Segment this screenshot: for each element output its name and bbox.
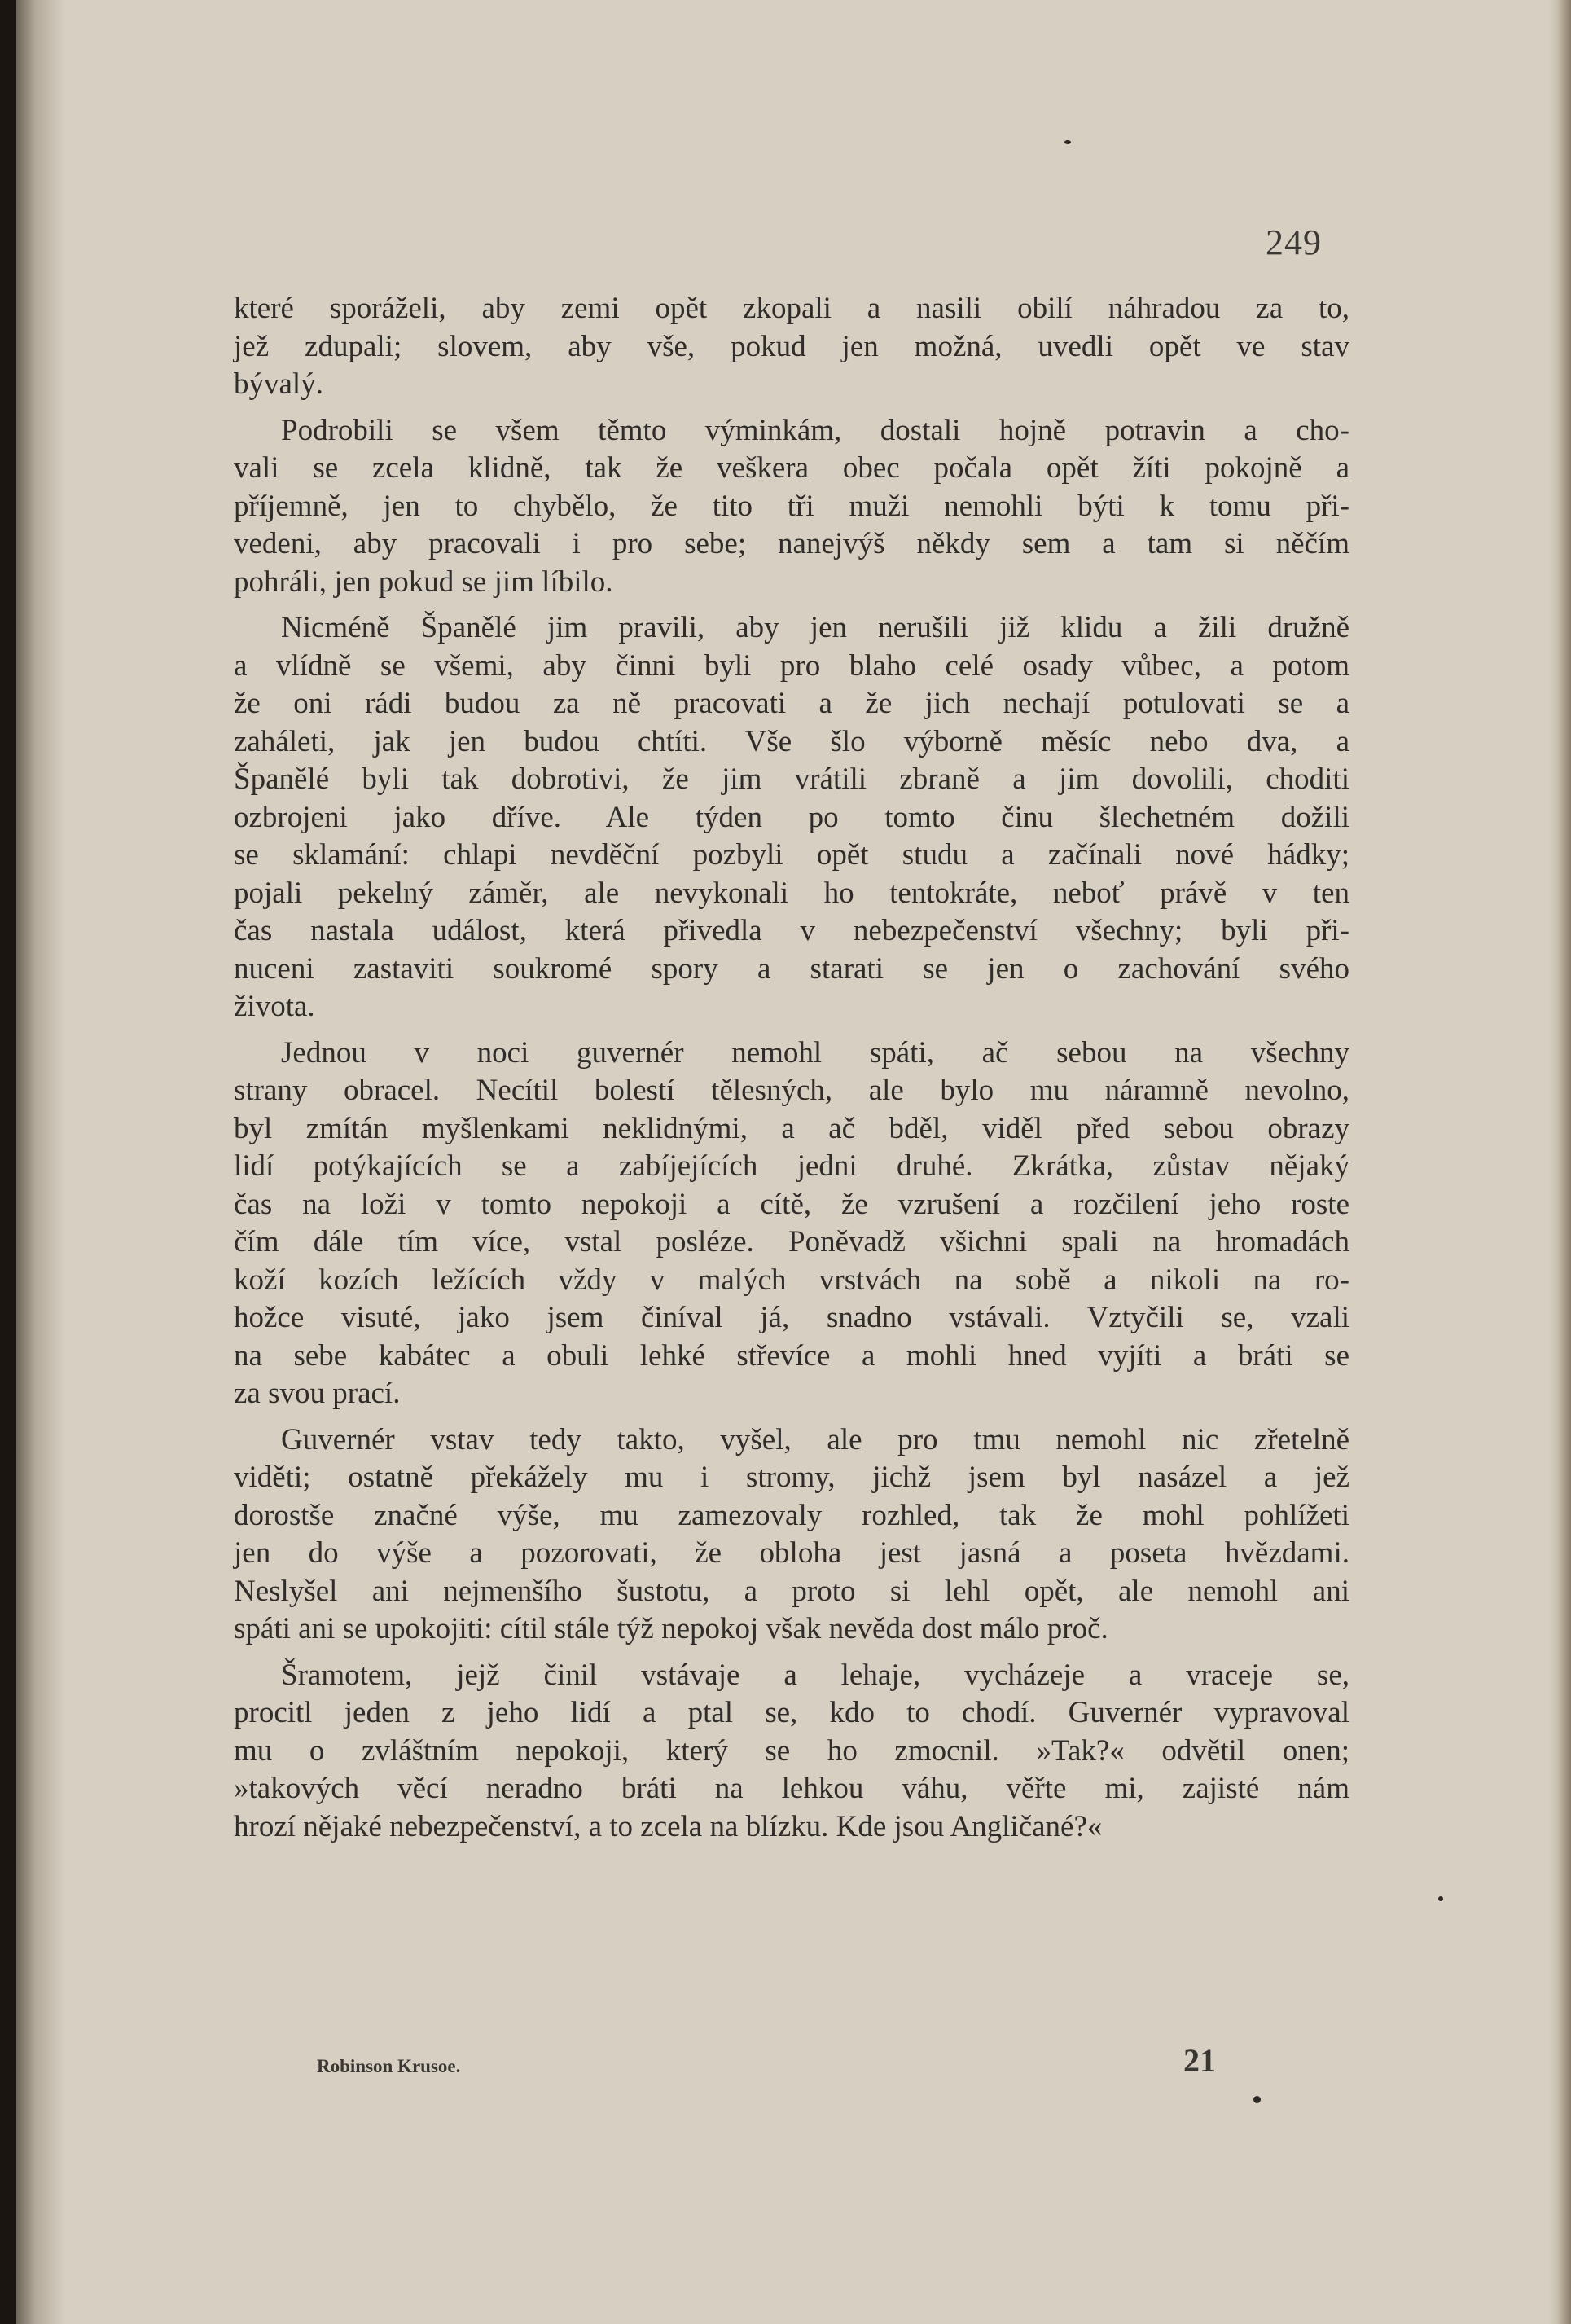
ink-speck xyxy=(1253,2096,1261,2103)
text-line: spáti ani se upokojiti: cítil stále týž nepokoj však nevěda dost málo proč. xyxy=(234,1612,1108,1645)
body-text xyxy=(234,290,1349,1846)
text-line: Šramotem, jejž činil vstávaje a lehaje, vycházeje a vraceje se, xyxy=(281,1658,1349,1692)
paragraph xyxy=(234,290,1349,404)
ink-speck xyxy=(1064,140,1071,144)
text-line: procitl jeden z jeho lidí a ptal se, kdo to chodí. Guvernér vypravoval xyxy=(234,1696,1349,1729)
text-line: ozbrojeni jako dříve. Ale týden po tomto činu šlechetném dožili xyxy=(234,800,1349,834)
text-line: za svou prací. xyxy=(234,1377,401,1410)
text-line: čím dále tím více, vstal posléze. Poněvadž všichni spali na hromadách xyxy=(234,1225,1349,1259)
footer-signature: 21 xyxy=(1183,2042,1216,2079)
paragraph xyxy=(234,609,1349,1026)
text-line: hožce visuté, jako jsem činíval já, snadno vstávali. Vztyčili se, vzali xyxy=(234,1301,1349,1334)
text-line: které sporáželi, aby zemi opět zkopali a nasili obilí náhradou za to, xyxy=(234,292,1349,325)
text-line: bývalý. xyxy=(234,367,323,401)
text-line: zaháleti, jak jen budou chtíti. Vše šlo výborně měsíc nebo dva, a xyxy=(234,724,1349,758)
text-line: a vlídně se všemi, aby činni byli pro blaho celé osady vůbec, a potom xyxy=(234,648,1349,683)
text-line: byl zmítán myšlenkami neklidnými, a ač bděl, viděl před sebou obrazy xyxy=(234,1111,1349,1145)
text-line: Guvernér vstav tedy takto, vyšel, ale pro tmu nemohl nic zřetelně xyxy=(281,1422,1349,1456)
text-line: vali se zcela klidně, tak že veškera obec počala opět žíti pokojně a xyxy=(234,451,1349,485)
text-line: mu o zvláštním nepokoji, který se ho zmocnil. »Tak?« odvětil onen; xyxy=(234,1733,1349,1768)
paragraph xyxy=(234,1657,1349,1847)
text-line: »takových věcí neradno bráti na lehkou váhu, věřte mi, zajisté nám xyxy=(234,1772,1349,1805)
page-edge xyxy=(1548,0,1571,2324)
gutter-shadow xyxy=(16,0,65,2324)
text-line: čas na loži v tomto nepokoji a cítě, že vzrušení a rozčilení jeho roste xyxy=(234,1187,1349,1221)
text-line: hrozí nějaké nebezpečenství, a to zcela na blízku. Kde jsou Angličané?« xyxy=(234,1809,1103,1843)
text-line: pojali pekelný záměr, ale nevykonali ho tentokráte, neboť právě v ten xyxy=(234,876,1349,910)
text-line: života. xyxy=(234,990,315,1023)
text-line: nuceni zastaviti soukromé spory a starati se jen o zachování svého xyxy=(234,951,1349,986)
text-line: Jednou v noci guvernér nemohl spáti, ač sebou na všechny xyxy=(281,1035,1349,1070)
text-line: příjemně, jen to chybělo, že tito tři muži nemohli býti k tomu při- xyxy=(234,489,1349,523)
text-line: na sebe kabátec a obuli lehké střevíce a mohli hned vyjíti a bráti se xyxy=(234,1338,1349,1373)
ink-speck xyxy=(1438,1896,1443,1901)
paragraph xyxy=(234,1421,1349,1649)
text-line: jen do výše a pozorovati, že obloha jest jasná a poseta hvězdami. xyxy=(234,1536,1349,1570)
text-line: pohráli, jen pokud se jim líbilo. xyxy=(234,565,613,599)
text-line: se sklamání: chlapi nevděční pozbyli opět studu a začínali nové hádky; xyxy=(234,838,1349,872)
text-line: dorostše značné výše, mu zamezovaly rozhled, tak že mohl pohlížeti xyxy=(234,1498,1349,1532)
text-line: Neslyšel ani nejmenšího šustotu, a proto si lehl opět, ale nemohl ani xyxy=(234,1574,1349,1608)
book-page xyxy=(16,0,1571,2324)
text-line: koží kozích ležících vždy v malých vrstvách na sobě a nikoli na ro- xyxy=(234,1263,1349,1297)
footer-title: Robinson Krusoe. xyxy=(317,2056,461,2076)
page-number: 249 xyxy=(1266,222,1322,262)
text-line: viděti; ostatně překážely mu i stromy, jichž jsem byl nasázel a jež xyxy=(234,1461,1349,1494)
text-line: čas nastala událost, která přivedla v nebezpečenství všechny; byli při- xyxy=(234,914,1349,947)
text-line: Nicméně Španělé jim pravili, aby jen nerušili již klidu a žili družně xyxy=(281,611,1349,644)
text-line: Podrobili se všem těmto výminkám, dostali hojně potravin a cho- xyxy=(281,413,1349,447)
text-line: lidí potýkajících se a zabíjejících jedni druhé. Zkrátka, zůstav nějaký xyxy=(234,1149,1349,1183)
paragraph xyxy=(234,1035,1349,1413)
text-line: Španělé byli tak dobrotivi, že jim vrátili zbraně a jim dovolili, choditi xyxy=(234,762,1349,796)
text-line: jež zdupali; slovem, aby vše, pokud jen možná, uvedli opět ve stav xyxy=(234,329,1349,363)
text-line: vedeni, aby pracovali i pro sebe; nanejvýš někdy sem a tam si něčím xyxy=(234,527,1349,560)
text-line: strany obracel. Necítil bolestí tělesných, ale bylo mu náramně nevolno, xyxy=(234,1074,1349,1107)
text-line: že oni rádi budou za ně pracovati a že jich nechají potulovati se a xyxy=(234,687,1349,720)
paragraph xyxy=(234,412,1349,602)
